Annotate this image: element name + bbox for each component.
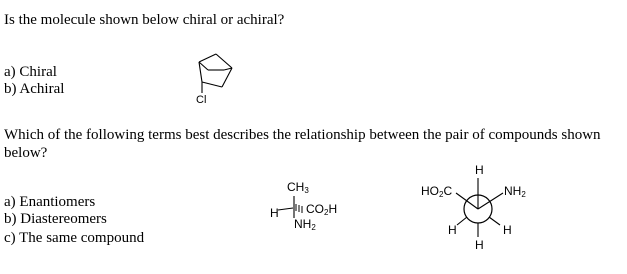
question-2-option-c[interactable]: c) The same compound — [4, 230, 145, 246]
question-2-option-b[interactable]: b) Diastereomers — [4, 211, 107, 227]
newman-back-bottom-h: H — [475, 238, 484, 252]
fischer-bottom-substituent: $NH_2$ — [294, 217, 316, 232]
question-1-option-b[interactable]: b) Achiral — [4, 81, 65, 97]
question-1-option-a[interactable]: a) Chiral — [4, 64, 57, 80]
fischer-left-substituent: H — [270, 206, 279, 220]
question-2-option-a[interactable]: a) Enantiomers — [4, 194, 96, 210]
newman-back-left-h: H — [448, 223, 457, 237]
fischer-right-substituent: $CO_2H$ — [306, 202, 338, 217]
newman-front-right-amine: $NH_2$ — [504, 184, 526, 199]
newman-back-right-h: H — [503, 223, 512, 237]
fischer-top-substituent: $CH_3$ — [287, 180, 309, 195]
newman-front-top-h: H — [475, 163, 484, 177]
chlorine-label: Cl — [196, 94, 207, 106]
question-1-prompt: Is the molecule shown below chiral or achiral? — [4, 12, 285, 28]
question-2-prompt: Which of the following terms best describes the relationship between the pair of compounds shown below? — [4, 127, 601, 161]
newman-front-left-carboxyl: $HO_2C$ — [421, 184, 453, 199]
